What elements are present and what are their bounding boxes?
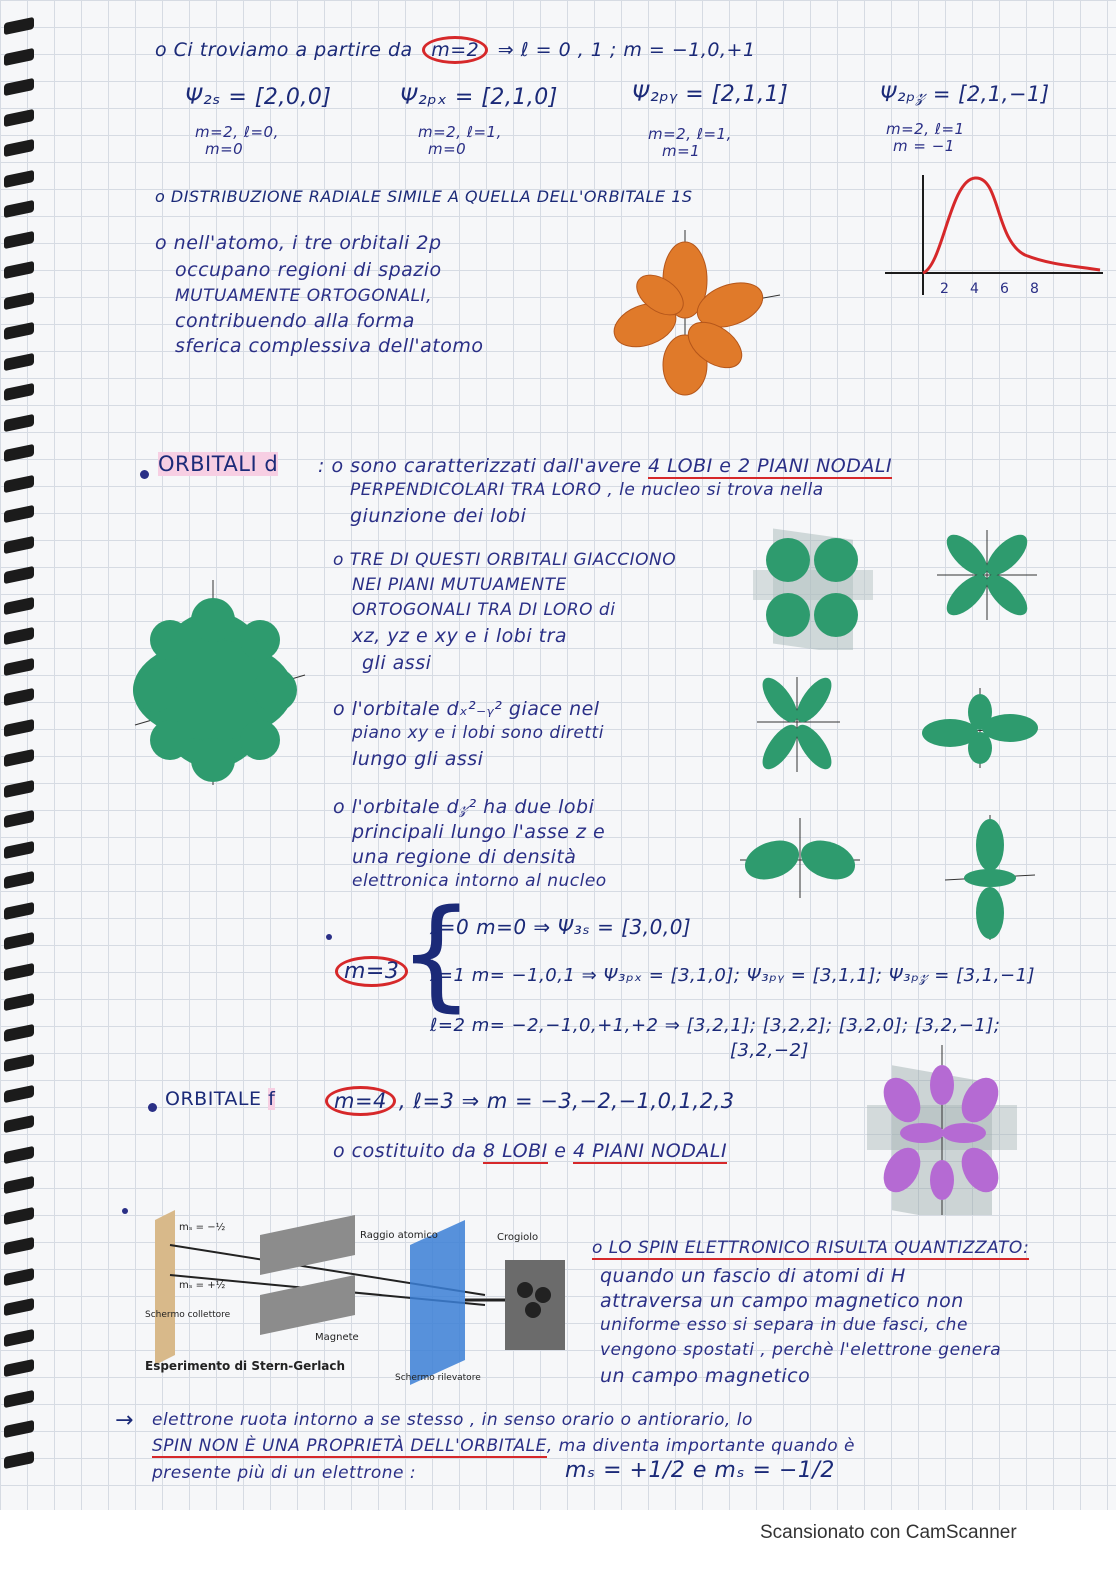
p-orbital-line3: MUTUAMENTE ORTOGONALI, [175,286,432,306]
sg-label-bot: mₛ = +½ [179,1280,226,1291]
psi-2px-q2: m=0 [428,140,467,158]
spiral-coil [4,1298,34,1316]
f-line2-mid: e [554,1140,567,1162]
psi-2s-q1: m=2, ℓ=0, [195,123,279,141]
spiral-coil [4,1389,34,1407]
spin-final-line2 [152,1436,855,1456]
spin-final-line3: presente più di un elettrone : [152,1463,417,1483]
bullet-m3 [326,934,332,940]
spin-final-line1: elettrone ruota intorno a se stesso , in senso orario o antiorario, lo [152,1410,753,1430]
spiral-coil [4,901,34,919]
f-8-lobi: 8 LOBI [483,1140,548,1162]
spin-final-line2-rest: , ma diventa importante quando è [546,1436,855,1456]
spiral-coil [4,139,34,157]
spin-final-underlined: SPIN NON È UNA PROPRIETÀ DELL'ORBITALE [152,1436,547,1456]
spiral-coil [4,352,34,370]
spiral-coil [4,535,34,553]
psi-2pz: Ψ₂ₚ𝓏 = [2,1,−1] [880,82,1050,106]
spiral-coil [4,1115,34,1133]
spiral-coil [4,688,34,706]
d-line2: PERPENDICOLARI TRA LORO , le nucleo si trova nella [350,480,824,500]
spiral-coil [4,505,34,523]
spiral-coil [4,596,34,614]
tick-6: 6 [1000,281,1009,297]
spiral-coil [4,962,34,980]
spiral-coil [4,47,34,65]
spin-line4: uniforme esso si separa in due fasci, che [600,1315,968,1335]
m3-l2: ℓ=2 m= −2,−1,0,+1,+2 ⇒ [3,2,1]; [3,2,2]; [3,2,0]; [3,2,−1]; [430,1015,1001,1036]
spiral-coil [4,1206,34,1224]
spiral-coil [4,1054,34,1072]
brace: { [398,885,475,1024]
spiral-coil [4,718,34,736]
sg-label-furnace: Crogiolo [497,1232,539,1243]
sg-title: Esperimento di Stern-Gerlach [145,1359,346,1373]
dx2y2-line3: lungo gli assi [352,748,484,770]
d-orbitals-combined [125,575,310,790]
spiral-coil [4,1450,34,1468]
spiral-coil [4,413,34,431]
psi-2py: Ψ₂ₚᵧ = [2,1,1] [632,82,789,107]
sg-label-top: mₛ = −½ [179,1222,226,1233]
spiral-coil [4,932,34,950]
m3-l2-last: [3,2,−2] [730,1040,809,1061]
p-orbital-line4: contribuendo alla forma [175,310,415,332]
spiral-coil [4,1328,34,1346]
radial-distribution-note: o DISTRIBUZIONE RADIALE SIMILE A QUELLA DELL'ORBITALE 1S [155,187,693,206]
bullet-d [140,470,149,479]
p-orbital-line2: occupano regioni di spazio [175,259,442,281]
d-line1 [318,455,892,477]
d-lobes-clover-1 [932,525,1042,625]
d-x2y2-illustration [920,688,1040,768]
d-xy-planes-illustration [748,515,878,650]
psi-2pz-q1: m=2, ℓ=1 [886,120,965,138]
spiral-coil [4,230,34,248]
sg-label-magnet: Magnete [315,1332,359,1343]
spiral-coil [4,1237,34,1255]
d-line3: giunzione dei lobi [350,505,527,527]
spiral-coil [4,1145,34,1163]
d-line1-pre: : o sono caratterizzati dall'avere [318,455,642,477]
sg-label-screen: Schermo collettore [145,1310,231,1320]
psi-2py-q2: m=1 [662,142,701,160]
tick-4: 4 [970,281,979,297]
f-line1 [322,1086,735,1116]
spiral-coil [4,200,34,218]
ms-values: mₛ = +1/2 e mₛ = −1/2 [565,1458,835,1483]
dx2y2-line2: piano xy e i lobi sono diretti [352,723,604,743]
circled-m4: m=4 [325,1086,396,1116]
circled-m2: m=2 [422,36,488,64]
spiral-coil [4,1084,34,1102]
radial-distribution-graph [885,170,1107,300]
f-orbital-illustration [862,1045,1022,1215]
spiral-coil [4,474,34,492]
spiral-coil [4,17,34,35]
spiral-coil [4,993,34,1011]
three-orbitals-line2: NEI PIANI MUTUAMENTE [352,575,567,595]
tick-8: 8 [1030,281,1039,297]
f-title: ORBITALE [165,1088,262,1110]
f-line2 [333,1140,727,1162]
spin-line6: un campo magnetico [600,1365,811,1387]
spiral-coil [4,749,34,767]
spiral-coil [4,1359,34,1377]
three-orbitals-line1: o TRE DI QUESTI ORBITALI GIACCIONO [333,550,677,570]
spiral-coil [4,1420,34,1438]
m3-l0: ℓ=0 m=0 ⇒ Ψ₃ₛ = [3,0,0] [430,915,692,939]
text-l1-suffix: ⇒ ℓ = 0 , 1 ; m = −1,0,+1 [497,39,756,61]
three-orbitals-line3: ORTOGONALI TRA DI LORO di [352,600,616,620]
spiral-coil [4,566,34,584]
m3-l1: ℓ=1 m= −1,0,1 ⇒ Ψ₃ₚₓ = [3,1,0]; Ψ₃ₚᵧ = [3,1,1]; Ψ₃ₚ𝓏 = [3,1,−1] [430,965,1036,986]
three-orbitals-line4: xz, yz e xy e i lobi tra [352,625,568,647]
dz2-line3: una regione di densità [352,846,577,868]
spiral-binding [0,20,40,1480]
spiral-coil [4,322,34,340]
spin-line5: vengono spostati , perchè l'elettrone genera [600,1340,1002,1360]
d-lobes-clover-2 [752,672,842,777]
spiral-coil [4,657,34,675]
p-orbital-line5: sferica complessiva dell'atomo [175,335,484,357]
camscanner-footer: Scansionato con CamScanner [760,1522,1017,1543]
psi-2px-q1: m=2, ℓ=1, [418,123,502,141]
spiral-coil [4,291,34,309]
spin-line1-wrap [592,1238,1029,1258]
spiral-coil [4,108,34,126]
psi-2py-q1: m=2, ℓ=1, [648,125,732,143]
spiral-coil [4,627,34,645]
spiral-coil [4,169,34,187]
dx2y2-line1: o l'orbitale dₓ²₋ᵧ² giace nel [333,698,600,720]
sg-label-detector: Schermo rilevatore [395,1373,481,1383]
bullet-sg [122,1208,128,1214]
spiral-coil [4,1176,34,1194]
f-letter: f [268,1088,276,1110]
d-z2-illustration [945,815,1035,940]
spiral-coil [4,840,34,858]
spiral-coil [4,810,34,828]
spin-line3: attraversa un campo magnetico non [600,1290,964,1312]
spiral-coil [4,261,34,279]
text-l1-prefix: o Ci troviamo a partire da [155,39,413,61]
spiral-coil [4,871,34,889]
d-lobes-horizontal [740,818,860,898]
p-orbitals-illustration [605,225,785,400]
spiral-coil [4,383,34,401]
dz2-line2: principali lungo l'asse z e [352,821,606,843]
stern-gerlach-diagram [145,1200,585,1385]
spin-line1: o LO SPIN ELETTRONICO RISULTA QUANTIZZATO: [592,1238,1030,1258]
three-orbitals-line5: gli assi [362,652,432,674]
p-orbital-line1: o nell'atomo, i tre orbitali 2p [155,232,442,254]
f-4-piani: 4 PIANI NODALI [573,1140,728,1162]
spiral-coil [4,779,34,797]
d-title-wrap [158,452,278,476]
spiral-coil [4,1023,34,1041]
circled-m3: m=3 [335,956,408,987]
f-line2-pre: o costituito da [333,1140,477,1162]
d-title: ORBITALI d [158,452,279,476]
sg-label-beam: Raggio atomico [360,1230,438,1241]
arrow-icon: → [115,1408,134,1433]
spin-line2: quando un fascio di atomi di H [600,1265,906,1287]
psi-2pz-q2: m = −1 [893,137,955,155]
spiral-coil [4,1267,34,1285]
spiral-coil [4,78,34,96]
tick-2: 2 [940,281,949,297]
d-line1-underlined: 4 LOBI e 2 PIANI NODALI [648,455,893,477]
psi-2s: Ψ₂ₛ = [2,0,0] [185,85,332,110]
dz2-line1: o l'orbitale d𝓏² ha due lobi [333,796,595,818]
psi-2px: Ψ₂ₚₓ = [2,1,0] [400,85,558,110]
spiral-coil [4,444,34,462]
f-title-wrap [165,1088,275,1110]
psi-2s-q2: m=0 [205,140,244,158]
line-m2 [155,36,756,64]
dz2-line4: elettronica intorno al nucleo [352,871,607,891]
bullet-f [148,1103,157,1112]
f-line1-rest: , ℓ=3 ⇒ m = −3,−2,−1,0,1,2,3 [398,1089,735,1113]
